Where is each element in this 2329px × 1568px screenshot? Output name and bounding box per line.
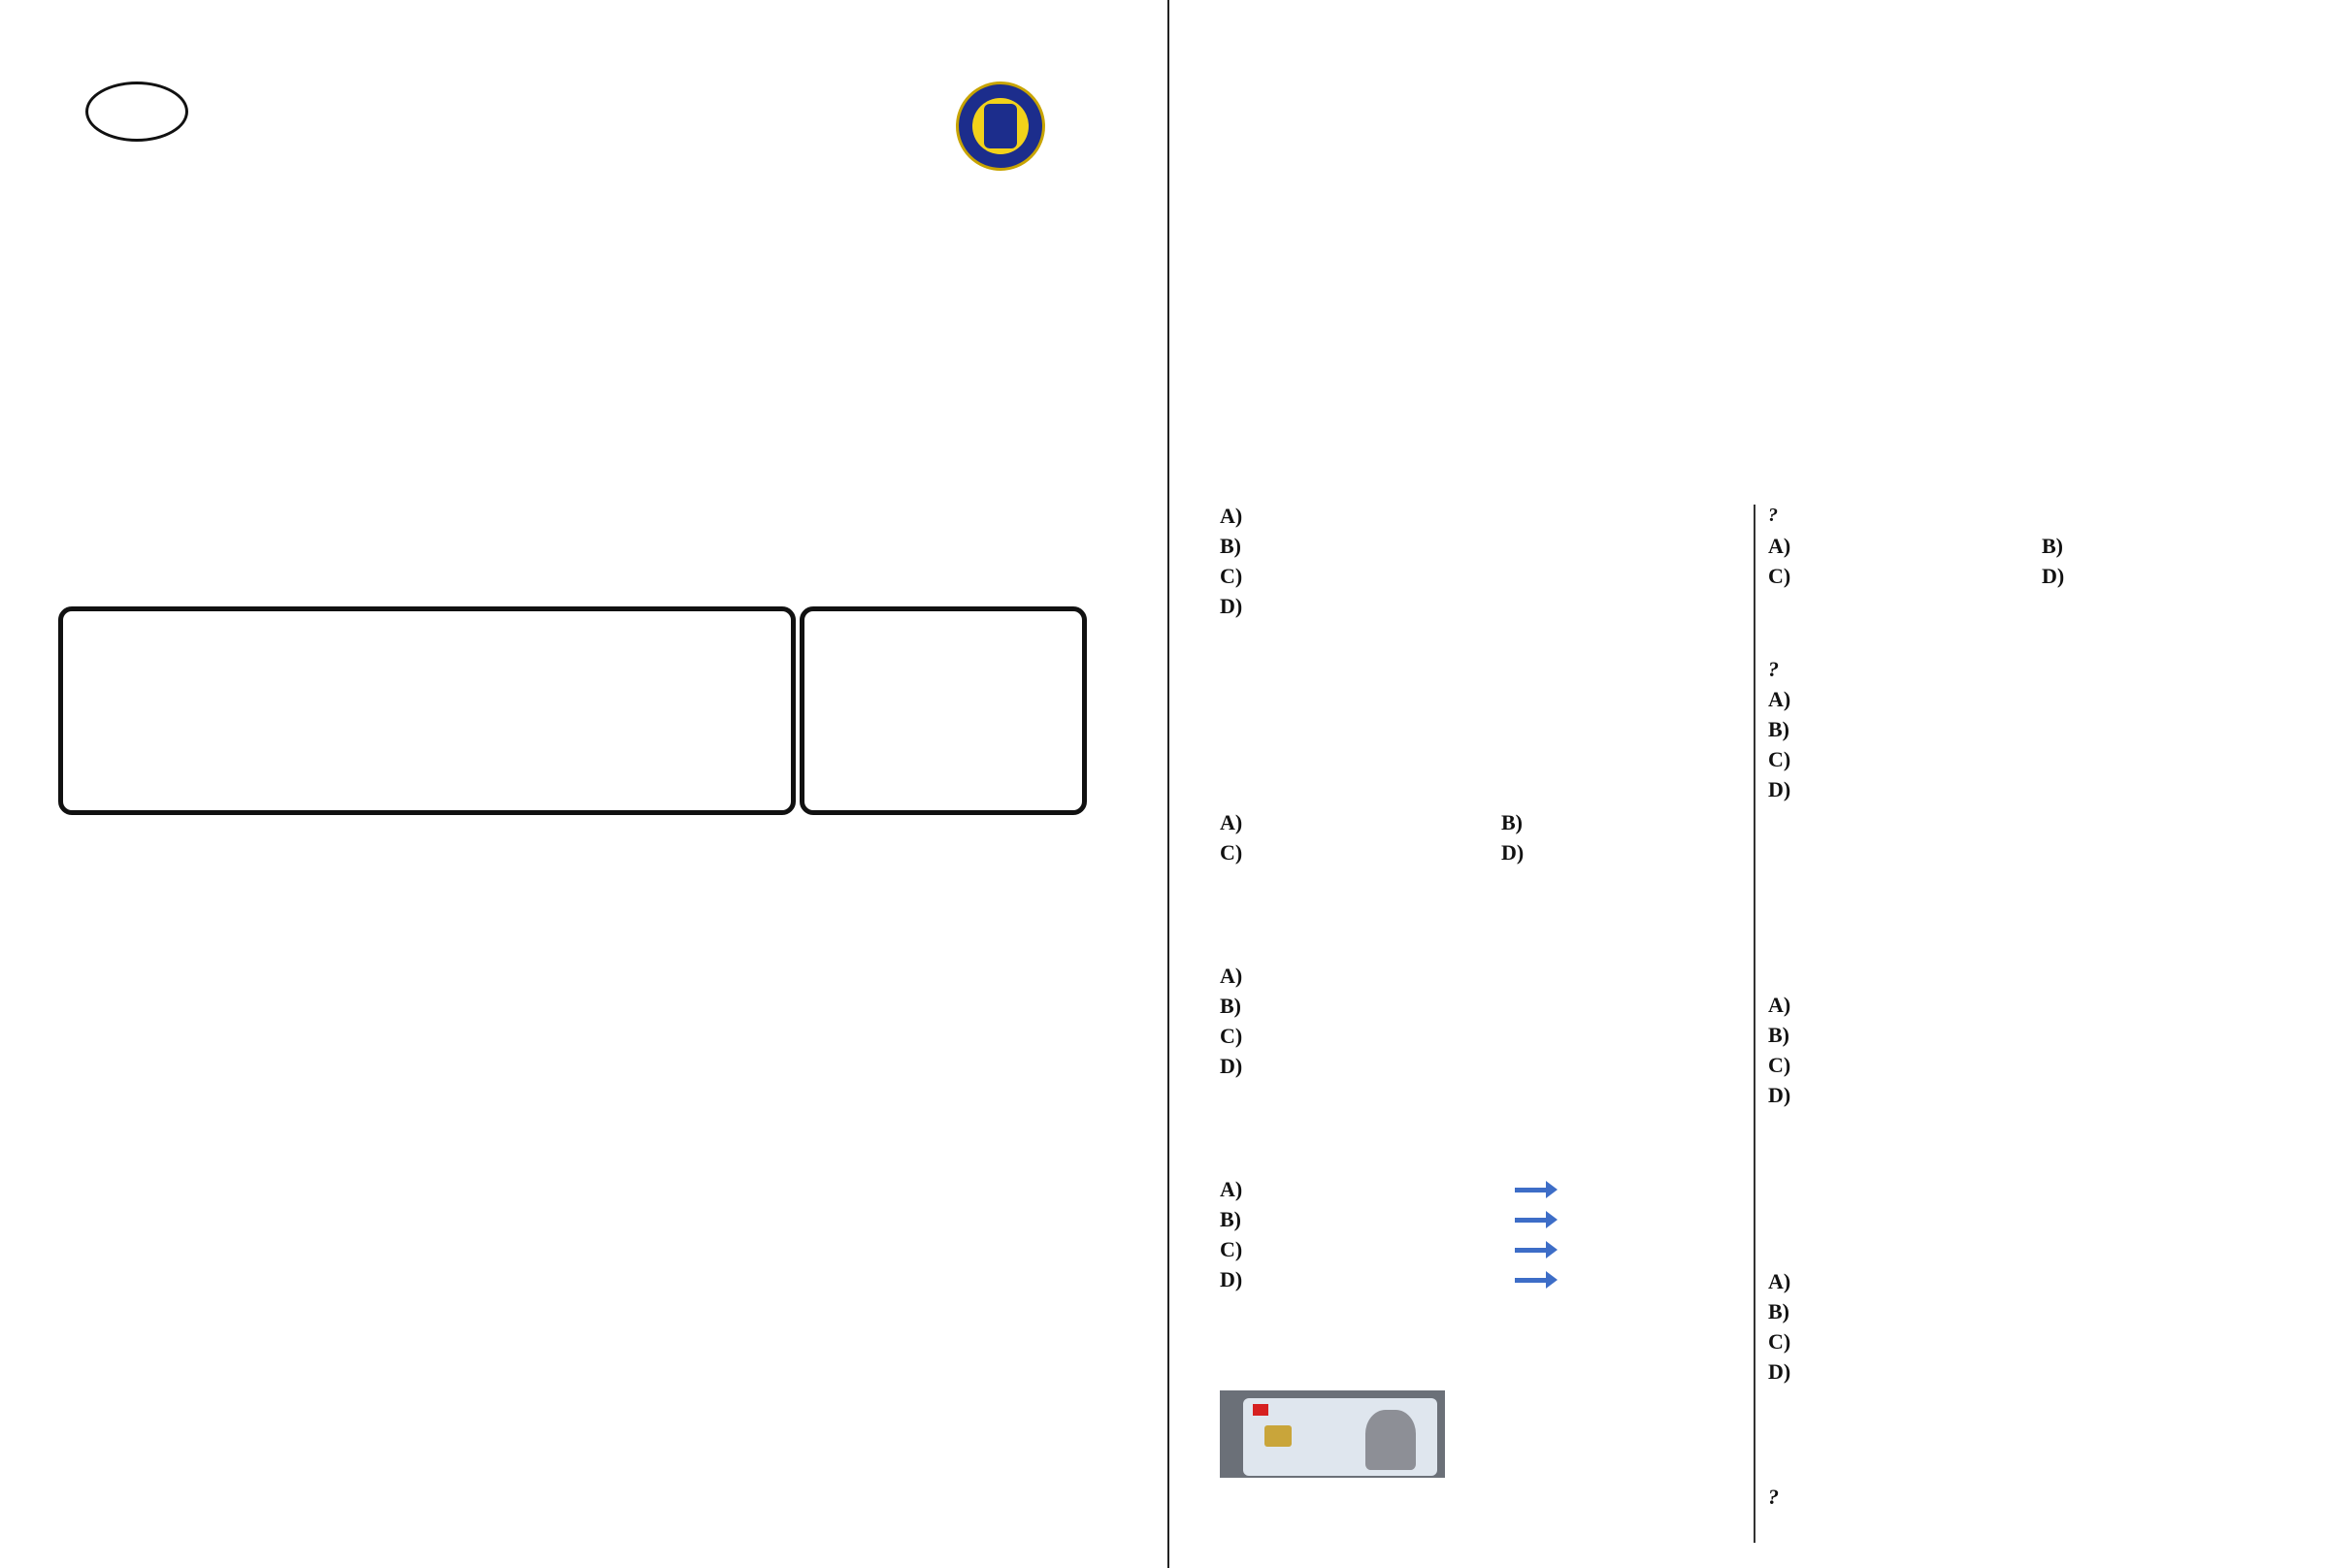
q5-option-a[interactable]: A) [1768,534,1791,558]
question-1 [1220,501,1730,621]
q5-option-d[interactable]: D) [2042,564,2065,588]
section-d-heading [89,1310,95,1335]
q3-option-b[interactable]: B) [1220,994,1241,1018]
question-2 [1220,807,1730,867]
q3-option-d[interactable]: D) [1220,1054,1243,1078]
q1-option-c[interactable]: C) [1220,564,1243,588]
q8-option-c[interactable]: C) [1768,1329,1791,1354]
emotion-box [800,606,1087,815]
q8-option-b[interactable]: B) [1768,1299,1789,1323]
q2-option-c[interactable]: C) [1220,840,1243,865]
section-c-heading [89,829,96,858]
question-6: ? A) B) C) D) [1768,654,2280,804]
question-8 [1768,1266,2280,1387]
q7-option-a[interactable]: A) [1768,993,1791,1017]
q7-option-d[interactable]: D) [1768,1083,1791,1107]
question-5: ? A) B) C) D) [1768,501,2280,591]
arrow-right-icon [1515,1278,1548,1283]
q1-option-b[interactable]: B) [1220,534,1241,558]
section-e-heading [1244,452,1251,481]
q4-option-a[interactable]: A) [1220,1174,1730,1204]
q3-option-c[interactable]: C) [1220,1024,1243,1048]
q7-option-b[interactable]: B) [1768,1023,1789,1047]
arrow-right-icon [1515,1188,1548,1192]
q4-option-c[interactable]: C) [1220,1234,1730,1264]
q8-option-a[interactable]: A) [1768,1269,1791,1293]
arrow-right-icon [1515,1218,1548,1223]
exam-version-oval [85,82,188,142]
q2-option-d[interactable]: D) [1501,840,1525,865]
q1-option-a[interactable]: A) [1220,504,1243,528]
page-divider [1167,0,1169,1568]
id-card-photo [1220,1390,1445,1478]
question-9: ? [1768,1485,1779,1509]
question-4 [1220,1174,1730,1294]
q6-option-c[interactable]: C) [1768,747,1791,771]
q6-option-a[interactable]: A) [1768,687,1791,711]
q4-option-b[interactable]: B) [1220,1204,1730,1234]
q4-option-d[interactable]: D) [1220,1264,1730,1294]
q8-option-d[interactable]: D) [1768,1359,1791,1384]
q1-option-d[interactable]: D) [1220,594,1243,618]
school-seal-logo [956,82,1045,171]
section-b-heading [89,571,96,600]
arrow-right-icon [1515,1248,1548,1253]
q6-option-d[interactable]: D) [1768,777,1791,801]
sentence-box [58,606,796,815]
question-3 [1220,961,1730,1081]
q3-option-a[interactable]: A) [1220,964,1243,988]
q5-option-c[interactable]: C) [1768,564,1791,588]
q5-option-b[interactable]: B) [2042,534,2063,558]
column-divider [1754,505,1755,1543]
q2-option-b[interactable]: B) [1501,810,1523,834]
q6-option-b[interactable]: B) [1768,717,1789,741]
q2-option-a[interactable]: A) [1220,810,1243,834]
q7-option-c[interactable]: C) [1768,1053,1791,1077]
question-7 [1768,990,2280,1110]
